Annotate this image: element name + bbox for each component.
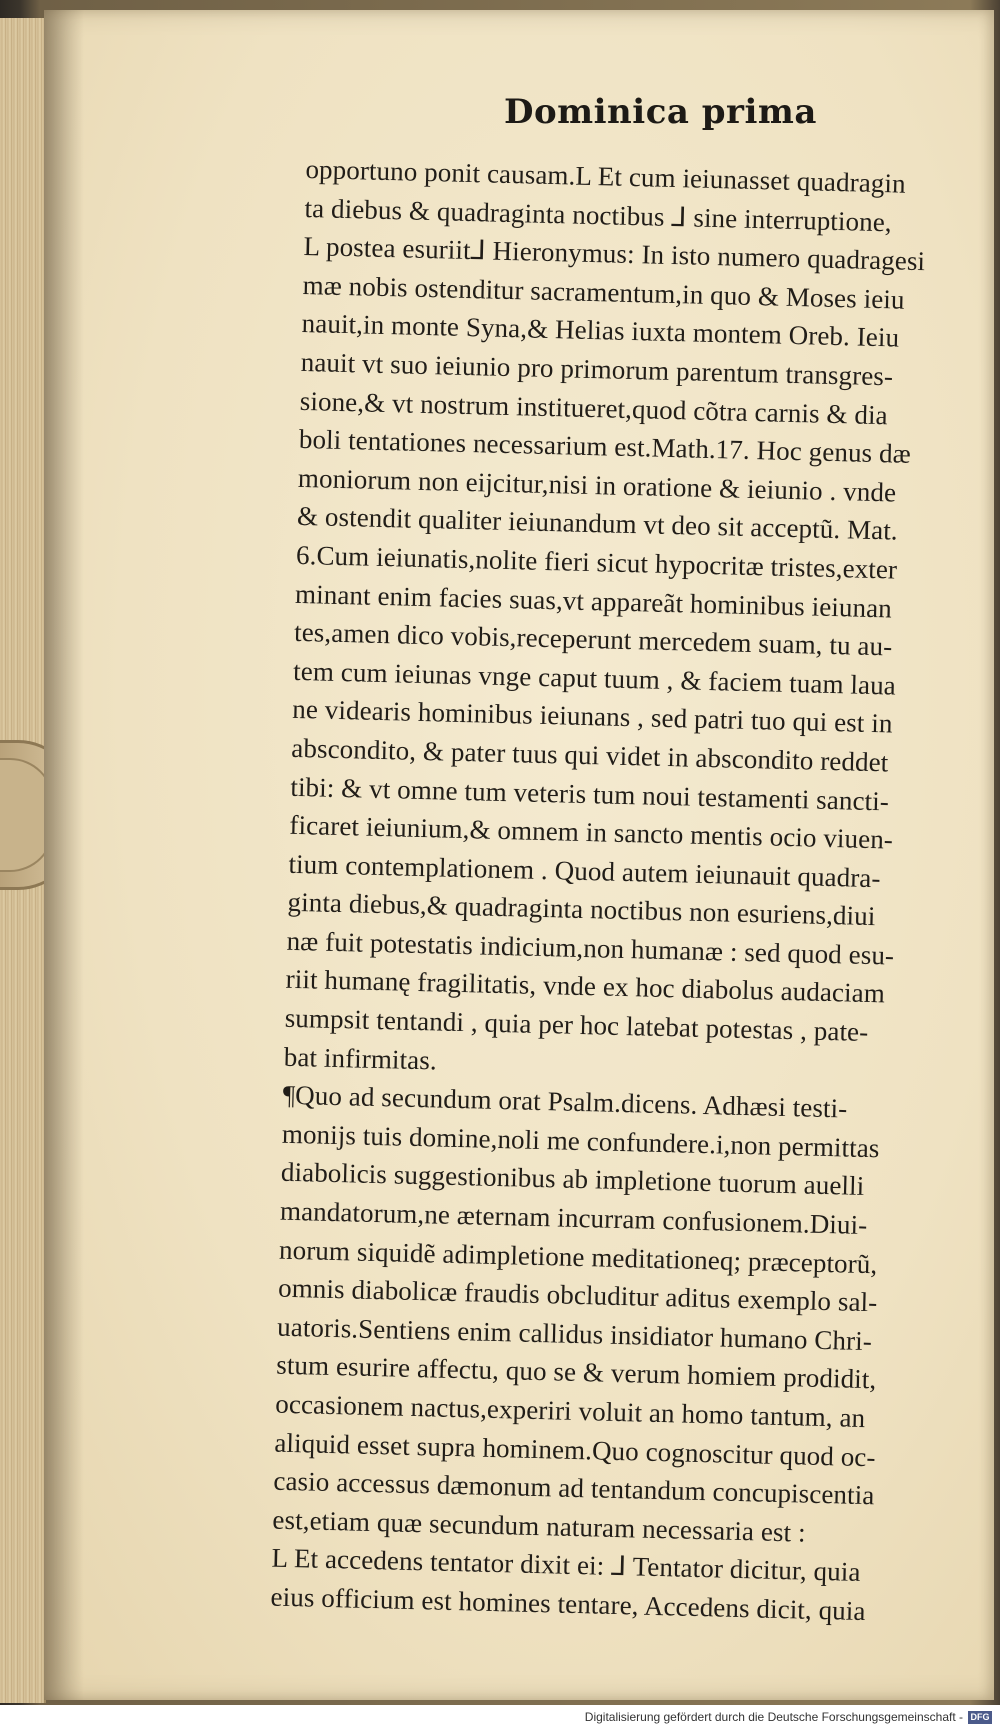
credit-text: Digitalisierung gefördert durch die Deutsche Forschungsgemeinschaft - (584, 1710, 963, 1724)
text-line: L Et accedens tentator dixit ei: ⅃ Tentator dicitur, quia (271, 1542, 861, 1588)
text-line: abscondito, & pater tuus qui videt in abscondito reddet (291, 732, 889, 778)
text-line: riit humanę fragilitatis, vnde ex hoc diabolus audaciam (285, 964, 886, 1009)
text-line: L postea esuriit⅃ Hieronymus: In isto numero quadragesi (303, 231, 926, 277)
text-line: ta diebus & quadraginta noctibus ⅃ sine interruptione, (304, 192, 893, 237)
text-line: boli tentationes necessarium est.Math.17. Hoc genus dæ (298, 424, 912, 470)
text-line: occasionem nactus,experiri voluit an homo tantum, an (274, 1388, 866, 1434)
text-line: sione,& vt nostrum institueret,quod cõtra carnis & dia (299, 385, 889, 430)
text-line: mandatorum,ne æternam incurram confusionem.Diui- (279, 1195, 868, 1241)
text-line: sumpsit tentandi , quia per hoc latebat potestas , pate- (284, 1002, 869, 1048)
text-line: ginta diebus,& quadraginta noctibus non esuriens,diui (287, 887, 876, 932)
text-line: mæ nobis ostenditur sacramentum,in quo & Moses ieiu (302, 269, 905, 315)
text-line: ficaret ieiunium,& omnem in sancto mentis ocio viuen- (289, 809, 894, 855)
text-line: eius officium est homines tentare, Accedens dicit, quia (270, 1581, 866, 1627)
footer-credit (585, 1710, 992, 1724)
dfg-logo: DFG (968, 1711, 992, 1724)
text-line: stum esurire affectu, quo se & verum homiem prodidit, (275, 1350, 877, 1395)
text-line: est,etiam quæ secundum naturam necessaria est : (272, 1504, 807, 1548)
text-line: ¶Quo ad secundum orat Psalm.dicens. Adhæsi testi- (282, 1079, 848, 1124)
text-line: tibi: & vt omne tum veteris tum noui testamenti sancti- (290, 771, 890, 816)
text-line: næ fuit potestatis indicium,non humanæ : sed quod esu- (286, 925, 895, 971)
text-line: monijs tuis domine,noli me confundere.i,non permittas (281, 1118, 880, 1164)
text-line: minant enim facies suas,vt appareãt hominibus ieiunan (294, 578, 893, 623)
text-line: nauit,in monte Syna,& Helias iuxta montem Oreb. Ieiu (301, 308, 900, 353)
text-line: nauit vt suo ieiunio pro primorum parentum transgres- (300, 346, 894, 392)
text-line: tium contemplationem . Quod autem ieiunauit quadra- (288, 848, 881, 893)
text-line: tes,amen dico vobis,receperunt mercedem suam, tu au- (293, 616, 893, 662)
text-line: ne videaris hominibus ieiunans , sed patri tuo qui est in (291, 694, 893, 739)
text-line: casio accessus dæmonum ad tentandum concupiscentia (273, 1465, 875, 1511)
text-line: norum siquidẽ adimpletione meditationeq; præceptorũ, (278, 1234, 878, 1279)
text-line: opportuno ponit causam.L Et cum ieiunasset quadragin (305, 153, 907, 199)
text-line: 6.Cum ieiunatis,nolite fieri sicut hypocritæ tristes,exter (295, 539, 898, 585)
text-line: tem cum ieiunas vnge caput tuum , & faciem tuam laua (292, 655, 897, 701)
text-line: moniorum non eijcitur,nisi in oratione & ieiunio . vnde (297, 462, 897, 508)
text-block (270, 150, 1000, 1634)
text-line: diabolicis suggestionibus ab impletione tuorum auelli (280, 1157, 865, 1202)
running-head: Dominica prima (504, 92, 817, 132)
text-line: omnis diabolicæ fraudis obcluditur aditus exemplo sal- (277, 1272, 878, 1318)
text-line: & ostendit qualiter ieiunandum vt deo sit acceptũ. Mat. (296, 501, 899, 546)
text-line: aliquid esset supra hominem.Quo cognoscitur quod oc- (274, 1427, 876, 1472)
text-line: uatoris.Sentiens enim callidus insidiator humano Chri- (276, 1311, 873, 1356)
book-page (44, 10, 994, 1700)
text-line: bat infirmitas. (283, 1041, 438, 1076)
